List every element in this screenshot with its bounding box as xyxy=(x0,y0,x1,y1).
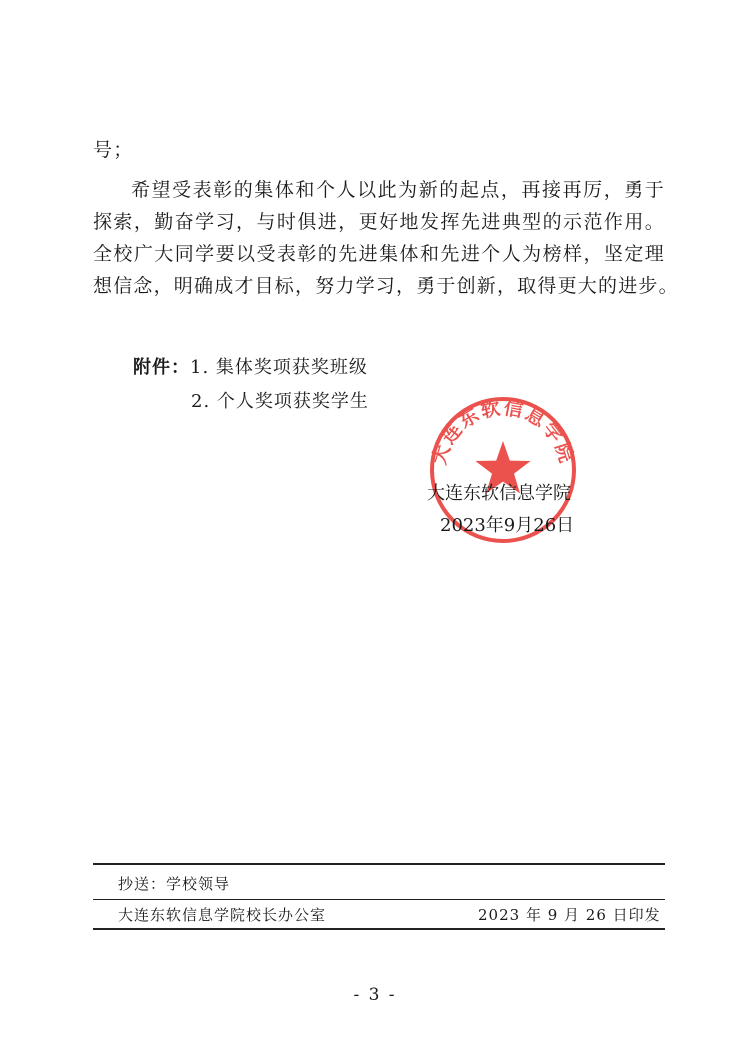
body-line-5: 想信念，明确成才目标，努力学习，勇于创新，取得更大的进步。 xyxy=(93,275,679,297)
body-line-2: 希望受表彰的集体和个人以此为新的起点，再接再厉，勇于 xyxy=(131,179,665,201)
attachment-item-2: 2. 个人奖项获奖学生 xyxy=(191,391,369,412)
body-line-4: 全校广大同学要以受表彰的先进集体和先进个人为榜样，坚定理 xyxy=(93,243,665,265)
seal-text: 大连东软信息学院 xyxy=(428,396,578,468)
footer-cc: 抄送：学校领导 xyxy=(118,875,231,893)
body-line-1: 号； xyxy=(93,139,134,161)
body-line-3: 探索，勤奋学习，与时俱进，更好地发挥先进典型的示范作用。 xyxy=(93,211,665,233)
page-number: - 3 - xyxy=(353,985,397,1005)
footer-issuer: 大连东软信息学院校长办公室 xyxy=(118,906,327,924)
footer-middle-rule xyxy=(93,899,665,900)
signature-org: 大连东软信息学院 xyxy=(427,483,571,504)
footer-top-rule xyxy=(93,863,665,865)
attachments-block xyxy=(133,353,368,383)
attachment-item-1: 1. 集体奖项获奖班级 xyxy=(190,357,368,378)
footer-bottom-rule xyxy=(93,928,665,930)
footer-issue-date: 2023 年 9 月 26 日印发 xyxy=(478,906,661,924)
attachments-label: 附件： xyxy=(133,357,190,378)
signature-date: 2023年9月26日 xyxy=(440,515,575,536)
